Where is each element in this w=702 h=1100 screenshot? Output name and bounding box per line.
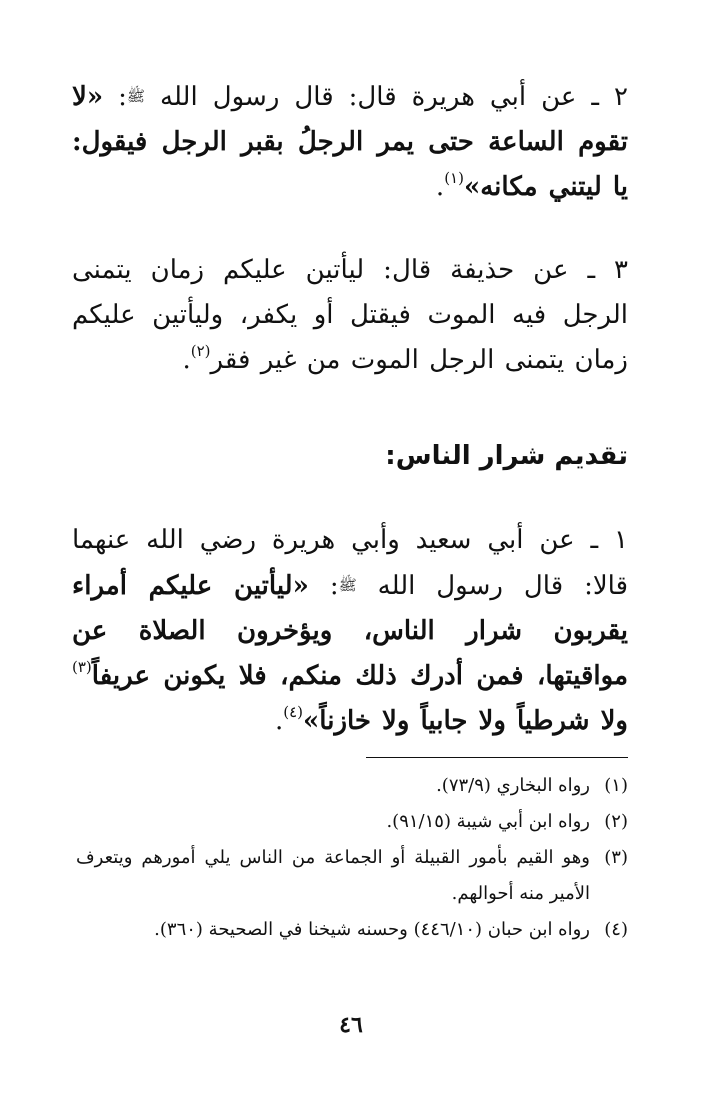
footnote-number: (١) [604,775,628,796]
hadith-2 [72,74,628,210]
hadith-1-quote-part2: ولا شرطياً ولا جابياً ولا خازناً» [303,706,628,736]
footnote-text: رواه البخاري (٧٣/٩). [436,775,590,796]
footnote-ref-3: (٣) [72,658,92,676]
footnote-text: رواه ابن حبان (٤٤٦/١٠) وحسنه شيخنا في الصحيحة (٣٦٠). [154,919,590,940]
footnote-ref-1: (١) [444,169,464,187]
footnote-4 [76,912,628,948]
hadith-1-colon: : [329,571,339,601]
hadith-1-quote-part1: «ليأتين عليكم أمراء يقربون شرار الناس، ويؤخرون الصلاة عن مواقيتها، فمن أدرك ذلك منكم، فلا يكونن عريفاً [72,571,628,691]
footnote-number: (٢) [604,811,628,832]
footnote-1 [76,768,628,804]
footnote-ref-2: (٢) [190,342,211,360]
footnote-text: وهو القيم بأمور القبيلة أو الجماعة من الناس يلي أمورهم ويتعرف الأمير منه أحوالهم. [76,847,590,904]
footnote-text: رواه ابن أبي شيبة (٩١/١٥). [386,811,590,832]
hadith-1-number: ١ ـ [590,525,628,555]
hadith-2-quote: «لا تقوم الساعة حتى يمر الرجلُ بقبر الرجل فيقول: يا ليتني مكانه» [72,82,628,202]
footnote-3 [76,840,628,912]
hadith-2-colon: : [118,82,127,112]
page-number: ٤٦ [339,1012,363,1038]
footnote-ref-4: (٤) [283,703,304,721]
footnotes [76,768,628,948]
hadith-1-end: . [274,706,284,736]
hadith-2-end: . [435,172,445,202]
hadith-3-end: . [182,345,191,375]
hadith-3 [72,248,628,383]
salawat-honorific-icon: ﷺ [126,87,145,105]
hadith-1 [72,518,628,744]
section-heading: تقديم شرار الناس: [385,441,628,471]
hadith-3-text: عن حذيفة قال: ليأتين عليكم زمان يتمنى الرجل فيه الموت فيقتل أو يكفر، وليأتين عليكم زمان يتمنى الرجل الموت من غير فقر [72,255,628,375]
footnote-number: (٤) [604,919,628,940]
footnote-divider [366,757,628,758]
footnote-number: (٣) [604,847,628,868]
hadith-2-intro: عن أبي هريرة قال: قال رسول الله [160,82,577,112]
hadith-1-intro: عن أبي سعيد وأبي هريرة رضي الله عنهما قالا: قال رسول الله [72,525,629,601]
hadith-2-number: ٢ ـ [591,82,628,112]
hadith-3-number: ٣ ـ [587,255,629,285]
footnote-2 [76,804,628,840]
salawat-honorific-icon: ﷺ [338,576,357,594]
